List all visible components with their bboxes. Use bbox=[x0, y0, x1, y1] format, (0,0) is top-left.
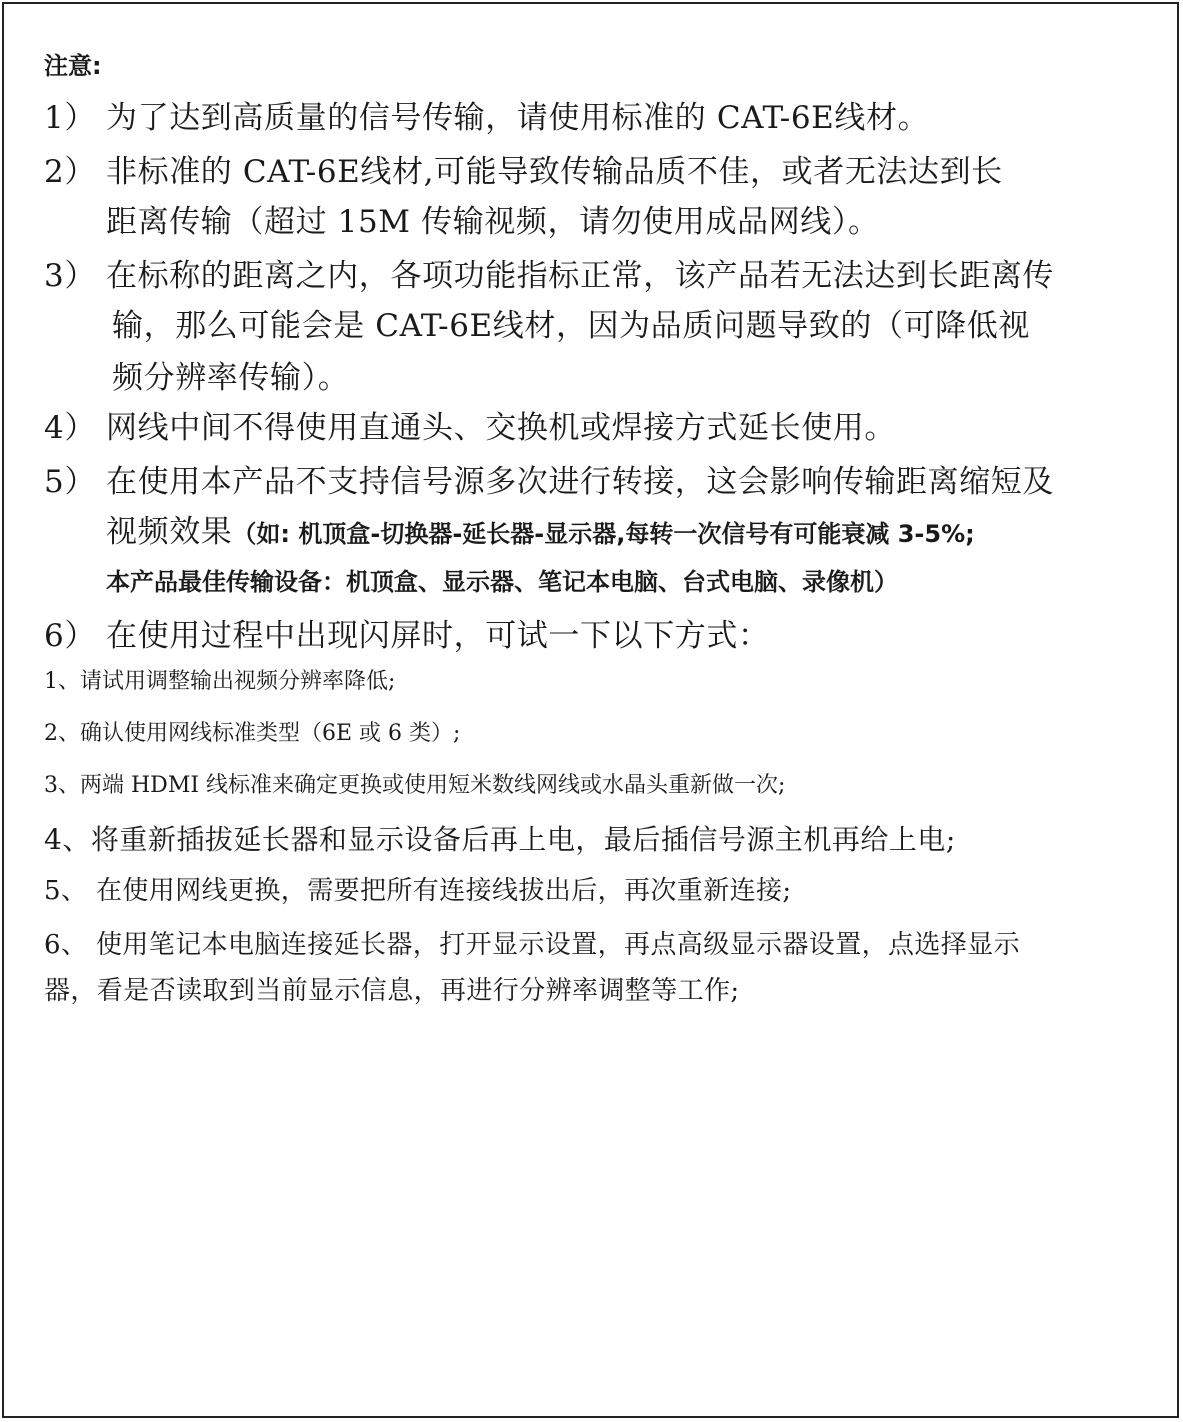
item-5-text-line-1: 在使用本产品不支持信号源多次进行转接，这会影响传输距离缩短及 bbox=[106, 464, 1054, 500]
notice-title: 注意: bbox=[44, 52, 102, 80]
tip-6-line-1: 6、 使用笔记本电脑连接延长器，打开显示设置，再点高级显示器设置，点选择显示 bbox=[44, 930, 1021, 960]
item-5-text-line-2 bbox=[106, 506, 975, 551]
item-1-number: 1） bbox=[44, 100, 96, 136]
tip-4: 4、将重新插拔延长器和显示设备后再上电，最后插信号源主机再给上电; bbox=[44, 823, 956, 856]
tip-6-line-2: 器，看是否读取到当前显示信息，再进行分辨率调整等工作; bbox=[44, 976, 740, 1006]
item-5-text-line-3-bold-note: 本产品最佳传输设备：机顶盒、显示器、笔记本电脑、台式电脑、录像机） bbox=[106, 568, 898, 596]
item-4-number: 4） bbox=[44, 410, 96, 446]
item-2-text-line-2: 距离传输（超过 15M 传输视频，请勿使用成品网线）。 bbox=[106, 204, 880, 240]
item-3-text-line-3: 频分辨率传输）。 bbox=[112, 360, 350, 396]
tip-3: 3、两端 HDMI 线标准来确定更换或使用短米数线网线或水晶头重新做一次; bbox=[44, 773, 786, 798]
item-5-line-2-normal: 视频效果 bbox=[106, 514, 233, 550]
item-4-text: 网线中间不得使用直通头、交换机或焊接方式延长使用。 bbox=[106, 410, 896, 446]
item-3-number: 3） bbox=[44, 258, 96, 294]
tip-5: 5、 在使用网线更换，需要把所有连接线拔出后，再次重新连接; bbox=[44, 876, 792, 906]
item-5-line-2-bold-note: （如: 机顶盒-切换器-延长器-显示器,每转一次信号有可能衰减 3-5%; bbox=[232, 520, 975, 548]
item-6-number: 6） bbox=[44, 618, 96, 654]
tip-2: 2、确认使用网线标准类型（6E 或 6 类）; bbox=[44, 721, 461, 746]
item-2-text-line-1: 非标准的 CAT-6E线材,可能导致传输品质不佳，或者无法达到长 bbox=[106, 154, 1003, 190]
item-3-text-line-2: 输，那么可能会是 CAT-6E线材，因为品质问题导致的（可降低视 bbox=[112, 308, 1030, 344]
item-1-text: 为了达到高质量的信号传输，请使用标准的 CAT-6E线材。 bbox=[106, 100, 930, 136]
item-3-text-line-1: 在标称的距离之内，各项功能指标正常，该产品若无法达到长距离传 bbox=[106, 258, 1054, 294]
item-6-text: 在使用过程中出现闪屏时，可试一下以下方式： bbox=[106, 618, 770, 654]
item-2-number: 2） bbox=[44, 154, 96, 190]
tip-1: 1、请试用调整输出视频分辨率降低; bbox=[44, 669, 396, 694]
item-5-number: 5） bbox=[44, 464, 96, 500]
